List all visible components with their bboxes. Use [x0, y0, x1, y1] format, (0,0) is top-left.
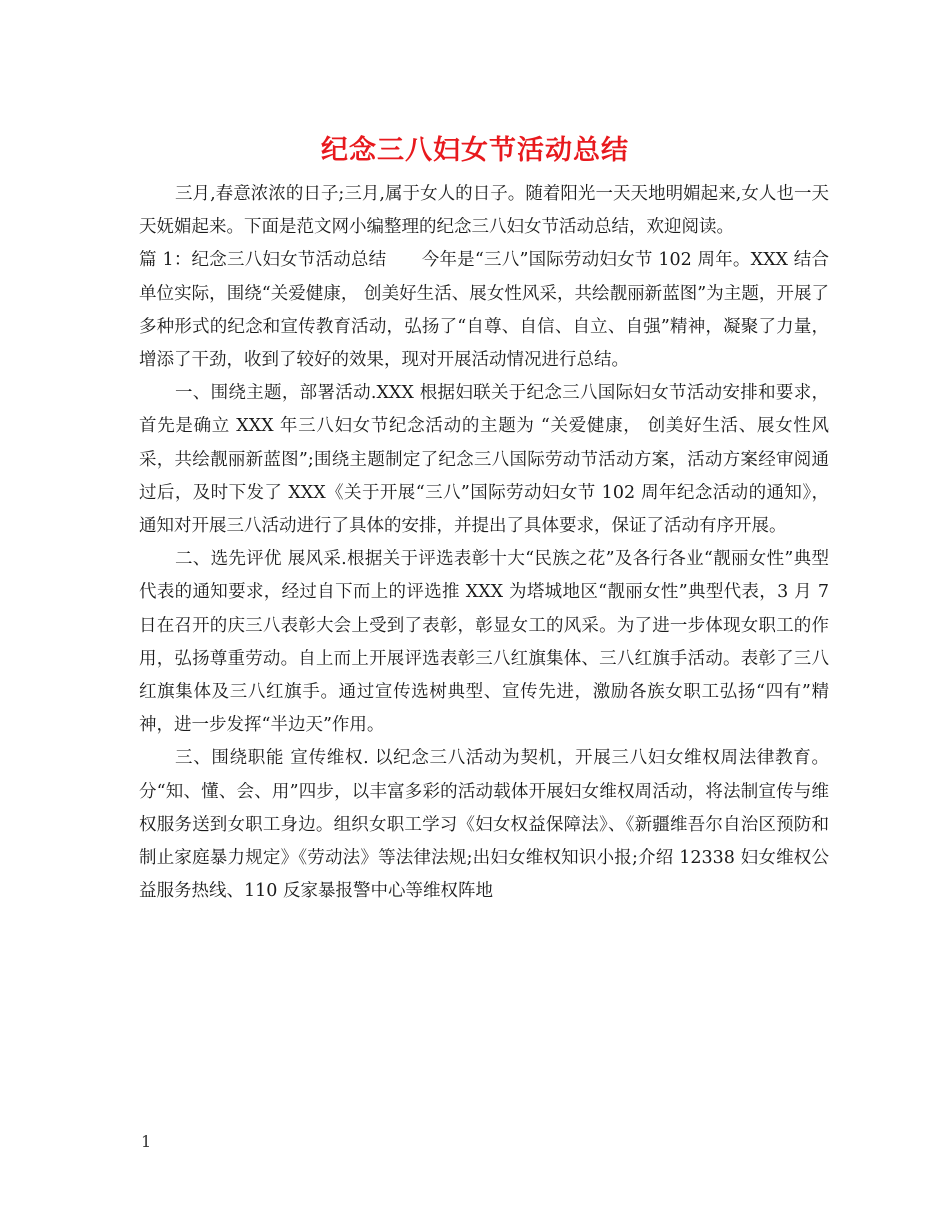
page-number: 1 — [141, 1132, 152, 1151]
paragraph-intro: 三月,春意浓浓的日子;三月,属于女人的日子。随着阳光一天天地明媚起来,女人也一天天妩媚起来。下面是范文网小编整理的纪念三八妇女节活动总结，欢迎阅读。 — [139, 184, 829, 238]
document-title: 纪念三八妇女节活动总结 — [321, 135, 629, 166]
paragraph-part-1: 篇 1：纪念三八妇女节活动总结 今年是“三八”国际劳动妇女节 102 周年。XXX 结合单位实际，围绕“关爱健康， 创美好生活、展女性风采，共绘靓丽新蓝图”为主题，开展了多种形式的纪念和宣传教育活动，弘扬了“自尊、自信、自立、自强”精神，凝聚了力量，增添了干劲，收到了较好的效果，现对开展活动情况进行总结。 — [139, 250, 829, 371]
paragraph-section-2: 二、选先评优 展风采.根据关于评选表彰十大“民族之花”及各行各业“靓丽女性”典型代表的通知要求，经过自下而上的评选推 XXX 为塔城地区“靓丽女性”典型代表，3 月 7 日在召开的庆三八表彰大会上受到了表彰，彰显女工的风采。为了进一步体现女职工的作用，弘扬尊重劳动。自上而上开展评选表彰三八红旗集体、三八红旗手活动。表彰了三八红旗集体及三八红旗手。通过宣传选树典型、宣传先进，激励各族女职工弘扬“四有”精神，进一步发挥“半边天”作用。 — [139, 549, 829, 736]
document-body — [139, 178, 829, 908]
paragraph-section-1: 一、围绕主题，部署活动.XXX 根据妇联关于纪念三八国际妇女节活动安排和要求，首先是确立 XXX 年三八妇女节纪念活动的主题为 “关爱健康， 创美好生活、展女性风采，共绘靓丽新蓝图”;围绕主题制定了纪念三八国际劳动节活动方案，活动方案经审阅通过后，及时下发了 XXX《关于开展“三八”国际劳动妇女节 102 周年纪念活动的通知》，通知对开展三八活动进行了具体的安排，并提出了具体要求，保证了活动有序开展。 — [139, 383, 829, 537]
paragraph-section-3: 三、围绕职能 宣传维权. 以纪念三八活动为契机，开展三八妇女维权周法律教育。分“知、懂、会、用”四步，以丰富多彩的活动载体开展妇女维权周活动，将法制宣传与维权服务送到女职工身边。组织女职工学习《妇女权益保障法》、《新疆维吾尔自治区预防和制止家庭暴力规定》《劳动法》等法律法规;出妇女维权知识小报;介绍 12338 妇女维权公益服务热线、110 反家暴报警中心等维权阵地 — [139, 748, 829, 902]
